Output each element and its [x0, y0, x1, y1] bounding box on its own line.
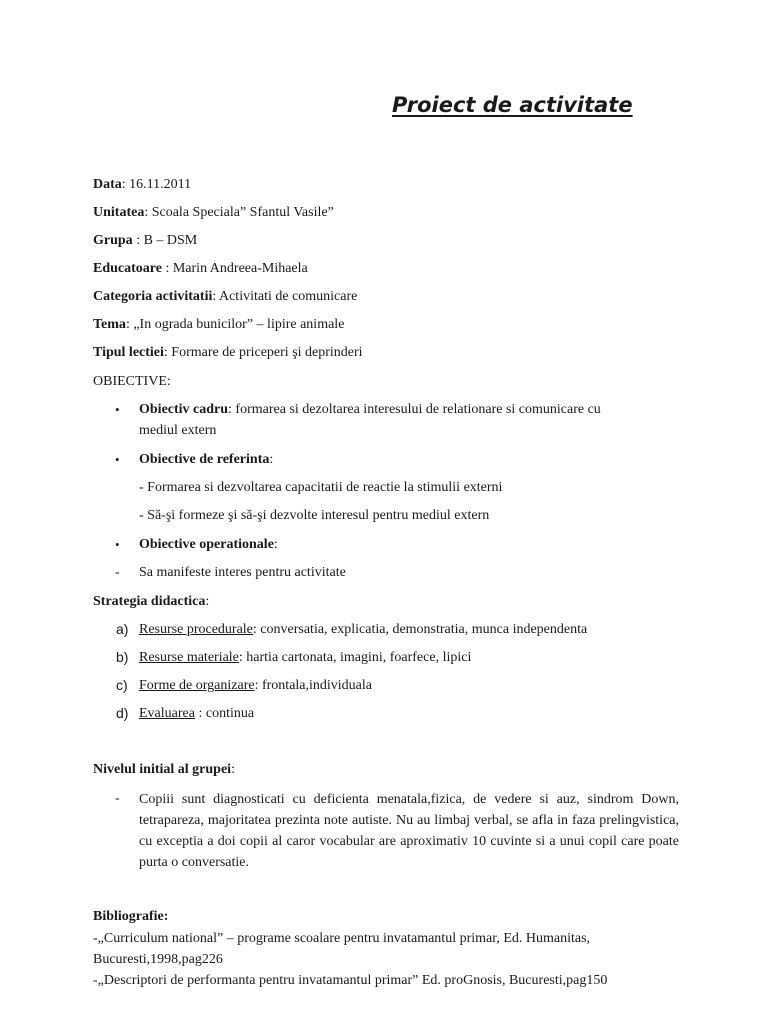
bibliografie-line: Bucuresti,1998,pag226 — [93, 952, 223, 967]
bibliografie-list — [93, 928, 673, 991]
field-grupa — [93, 231, 197, 250]
field-educatoare-label: Educatoare — [93, 261, 162, 276]
bullet-icon: • — [115, 402, 120, 417]
strategia-item-value: : continua — [194, 706, 255, 721]
field-categoria-label: Categoria activitatii — [93, 289, 213, 304]
nivelul-heading: Nivelul initial al grupei: — [93, 762, 235, 777]
field-unitatea-value: : Scoala Speciala” Sfantul Vasile” — [144, 205, 334, 220]
field-tipul-value: : Formare de priceperi şi deprinderi — [163, 345, 363, 360]
field-data-value: : 16.11.2011 — [121, 177, 192, 192]
field-educatoare — [93, 259, 308, 278]
list-letter: b) — [116, 649, 129, 665]
bullet-icon: • — [115, 452, 120, 467]
strategia-item — [139, 620, 587, 639]
strategia-item-value: : conversatia, explicatia, demonstratia, munca independenta — [252, 622, 588, 637]
strategia-item-label: Resurse procedurale — [139, 622, 253, 637]
strategia-item — [139, 676, 372, 695]
obiective-referinta: Obiective de referinta: — [139, 452, 274, 467]
field-tema-label: Tema — [93, 317, 126, 332]
field-categoria — [93, 287, 357, 306]
bibliografie-heading: Bibliografie: — [93, 909, 169, 924]
nivelul-paragraph: Copiii sunt diagnosticati cu deficienta menatala,fizica, de vedere si auz, sindrom Down, tetrapareza, majoritatea prezinta note autiste. Nu au limbaj verbal, se afla in faza prelingvistica, cu exceptia a doi copii al caror vocabular are aproximativ 10 cuvinte si a unui copil care poate purta o conversatie. — [139, 792, 679, 870]
strategia-item-label: Evaluarea — [139, 706, 195, 721]
dash-marker: - — [115, 791, 120, 806]
strategia-item — [139, 704, 254, 723]
strategia-item — [139, 648, 471, 667]
bibliografie-line: -„Curriculum national” – programe scoalare pentru invatamantul primar, Ed. Humanitas, — [93, 931, 591, 946]
field-educatoare-value: : Marin Andreea-Mihaela — [161, 261, 308, 276]
strategia-item-label: Resurse materiale — [139, 650, 239, 665]
list-letter: a) — [116, 621, 129, 637]
document-title: Proiect de activitate — [392, 93, 633, 117]
obiective-operationale-label: Obiective operationale — [139, 537, 274, 552]
bullet-icon: • — [115, 537, 120, 552]
field-tipul — [93, 343, 363, 362]
obiectiv-cadru-continued: mediul extern — [139, 423, 217, 438]
operationale-item: Sa manifeste interes pentru activitate — [139, 565, 346, 580]
strategia-item-value: : frontala,individuala — [254, 678, 373, 693]
list-letter: c) — [116, 677, 128, 693]
field-grupa-value: : B – DSM — [132, 233, 198, 248]
field-data-label: Data — [93, 177, 122, 192]
nivelul-heading-text: Nivelul initial al grupei — [93, 762, 232, 777]
strategia-heading: Strategia didactica: — [93, 594, 210, 609]
field-tema — [93, 315, 344, 334]
field-tema-value: : „In ograda bunicilor” – lipire animale — [125, 317, 345, 332]
list-letter: d) — [116, 705, 129, 721]
field-unitatea — [93, 203, 334, 222]
field-data — [93, 175, 191, 194]
dash-marker: - — [115, 565, 120, 580]
obiective-referinta-label: Obiective de referinta — [139, 452, 270, 467]
strategia-item-value: : hartia cartonata, imagini, foarfece, lipici — [238, 650, 472, 665]
obiectiv-cadru — [139, 400, 601, 419]
bibliografie-line: -„Descriptori de performanta pentru invatamantul primar” Ed. proGnosis, Bucuresti,pag150 — [93, 973, 608, 988]
obiective-heading: OBIECTIVE: — [93, 374, 171, 389]
strategia-heading-text: Strategia didactica — [93, 594, 206, 609]
obiective-heading-text: OBIECTIVE — [93, 374, 167, 389]
strategia-item-label: Forme de organizare — [139, 678, 255, 693]
obiective-operationale: Obiective operationale: — [139, 537, 278, 552]
referinta-item: - Formarea si dezvoltarea capacitatii de reactie la stimulii externi — [139, 480, 503, 495]
field-categoria-value: : Activitati de comunicare — [212, 289, 358, 304]
referinta-item: - Să-şi formeze şi să-şi dezvolte interesul pentru mediul extern — [139, 508, 490, 523]
obiectiv-cadru-text: : formarea si dezoltarea interesului de relationare si comunicare cu — [228, 402, 601, 417]
field-grupa-label: Grupa — [93, 233, 133, 248]
field-tipul-label: Tipul lectiei — [93, 345, 164, 360]
field-unitatea-label: Unitatea — [93, 205, 145, 220]
obiectiv-cadru-label: Obiectiv cadru — [139, 402, 229, 417]
